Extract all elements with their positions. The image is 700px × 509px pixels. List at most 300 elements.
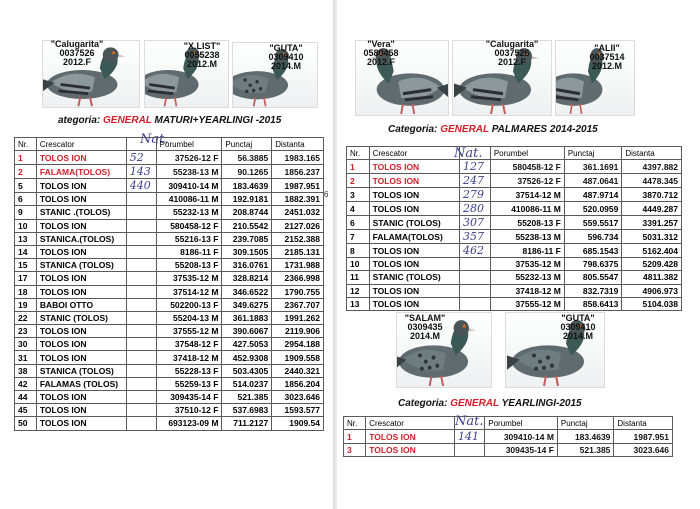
breeder-cell: TOLOS ION	[366, 444, 455, 457]
pigeon-year: 2012.M	[186, 59, 218, 69]
score-cell: 210.5542	[222, 219, 272, 232]
pigeon-ring: 0309410	[560, 322, 596, 332]
breeder-cell: TOLOS ION	[369, 284, 459, 297]
distance-cell: 1882.391	[272, 193, 324, 206]
score-cell: 349.6275	[222, 298, 272, 311]
pigeon-name: "X.LIST"	[183, 41, 221, 51]
column-header: Crescator	[36, 138, 126, 151]
ring-cell: 309410-14 M	[485, 430, 558, 444]
rank-cell: 45	[15, 404, 37, 417]
breeder-cell: FALAMAS (TOLOS)	[36, 377, 126, 390]
score-cell: 685.1543	[564, 244, 622, 258]
national-rank-cell: 127	[460, 160, 491, 174]
rank-cell: 1	[344, 430, 366, 444]
ring-cell: 55259-13 F	[156, 377, 222, 390]
distance-cell: 2954.188	[272, 338, 324, 351]
table-row	[344, 430, 673, 444]
rank-cell: 18	[15, 285, 37, 298]
national-rank-cell	[126, 391, 156, 404]
score-cell: 328.8214	[222, 272, 272, 285]
distance-cell: 2152.388	[272, 232, 324, 245]
rank-cell: 2	[15, 165, 37, 179]
breeder-cell: FALAMA(TOLOS)	[36, 165, 126, 179]
national-rank-cell	[126, 417, 156, 430]
national-rank-cell	[126, 259, 156, 272]
yearlingi-results-table	[343, 416, 673, 457]
national-rank-cell	[454, 444, 484, 457]
pigeon-ring: 0309410	[268, 52, 304, 62]
pigeon-card	[144, 40, 229, 108]
national-rank-cell: 52	[126, 151, 156, 165]
breeder-cell: TOLOS ION	[369, 188, 459, 202]
column-header: Porumbel	[156, 138, 222, 151]
national-rank-cell: 280	[460, 202, 491, 216]
national-rank-cell	[126, 404, 156, 417]
table-row	[15, 179, 324, 193]
ring-cell: 55232-13 M	[156, 206, 222, 219]
score-cell: 346.6522	[222, 285, 272, 298]
table-row	[344, 444, 673, 457]
ring-cell: 309435-14 F	[156, 391, 222, 404]
breeder-cell: TOLOS ION	[36, 151, 126, 165]
breeder-cell: TOLOS ION	[36, 338, 126, 351]
national-rank-cell	[460, 258, 491, 271]
pigeon-card	[232, 42, 318, 108]
table-row	[15, 391, 324, 404]
rank-cell: 3	[344, 444, 366, 457]
breeder-cell: TOLOS ION	[369, 297, 459, 310]
score-cell: 192.9181	[222, 193, 272, 206]
national-rank-cell: 247	[460, 174, 491, 188]
column-header: Crescator	[369, 147, 459, 160]
distance-cell: 1991.262	[272, 311, 324, 324]
table-row	[15, 404, 324, 417]
breeder-cell: TOLOS ION	[36, 179, 126, 193]
distance-cell: 3391.257	[622, 216, 682, 230]
score-cell: 805.5547	[564, 271, 622, 284]
rank-cell: 38	[15, 364, 37, 377]
score-cell: 559.5517	[564, 216, 622, 230]
breeder-cell: TOLOS ION	[36, 285, 126, 298]
rank-cell: 44	[15, 391, 37, 404]
breeder-cell: TOLOS ION	[36, 325, 126, 338]
breeder-cell: TOLOS ION	[36, 272, 126, 285]
breeder-cell: TOLOS ION	[36, 219, 126, 232]
score-cell: 596.734	[564, 230, 622, 244]
pigeon-ring: 0055238	[184, 50, 220, 60]
ring-cell: 37514-12 M	[490, 188, 564, 202]
pigeon-card	[555, 40, 635, 116]
ring-cell: 55216-13 F	[156, 232, 222, 245]
pigeon-card	[396, 312, 492, 388]
column-header: Nr.	[344, 417, 366, 430]
ring-cell: 309435-14 F	[485, 444, 558, 457]
column-header: Nr.	[15, 138, 37, 151]
breeder-cell: STANICA (TOLOS)	[36, 364, 126, 377]
distance-cell: 4478.345	[622, 174, 682, 188]
distance-cell: 2366.998	[272, 272, 324, 285]
left-nat-label: Nat.	[140, 132, 169, 147]
pigeon-name: "SALAM"	[404, 313, 446, 323]
rank-cell: 1	[347, 160, 370, 174]
distance-cell: 4449.287	[622, 202, 682, 216]
national-rank-cell: 141	[454, 430, 484, 444]
ring-cell: 410086-11 M	[490, 202, 564, 216]
national-rank-cell	[126, 377, 156, 390]
national-rank-cell	[126, 232, 156, 245]
rank-cell: 30	[15, 338, 37, 351]
breeder-cell: TOLOS ION	[369, 174, 459, 188]
column-header	[454, 417, 484, 430]
rank-cell: 10	[15, 219, 37, 232]
national-rank-cell: 440	[126, 179, 156, 193]
breeder-cell: TOLOS ION	[36, 404, 126, 417]
pigeon-ring: 0580458	[363, 48, 399, 58]
score-cell: 487.9714	[564, 188, 622, 202]
distance-cell: 1987.951	[614, 430, 673, 444]
national-rank-cell	[126, 206, 156, 219]
column-header: Distanta	[272, 138, 324, 151]
rank-cell: 7	[347, 230, 370, 244]
distance-cell: 3023.646	[272, 391, 324, 404]
breeder-cell: TOLOS ION	[36, 351, 126, 364]
rank-cell: 14	[15, 245, 37, 258]
breeder-cell: STANIC (TOLOS)	[369, 216, 459, 230]
score-cell: 452.9308	[222, 351, 272, 364]
ring-cell: 580458-12 F	[156, 219, 222, 232]
table-row	[15, 311, 324, 324]
ring-cell: 55238-13 M	[156, 165, 222, 179]
table-row	[15, 245, 324, 258]
right-nat-label-palmares: Nat.	[454, 146, 483, 161]
column-header: Distanta	[622, 147, 682, 160]
rank-cell: 17	[15, 272, 37, 285]
breeder-cell: TOLOS ION	[369, 244, 459, 258]
column-header: Nr.	[347, 147, 370, 160]
breeder-cell: TOLOS ION	[369, 160, 459, 174]
pigeon-ring: 0037526	[494, 48, 530, 58]
national-rank-cell	[126, 325, 156, 338]
pigeon-year: 2014.M	[562, 331, 594, 341]
table-row	[347, 160, 682, 174]
pigeon-card	[452, 40, 552, 116]
breeder-cell: STANICA.(TOLOS)	[36, 232, 126, 245]
score-cell: 361.1691	[564, 160, 622, 174]
breeder-cell: FALAMA(TOLOS)	[369, 230, 459, 244]
score-cell: 361.1883	[222, 311, 272, 324]
table-row	[15, 351, 324, 364]
column-header: Punctaj	[557, 417, 614, 430]
distance-cell: 1983.165	[272, 151, 324, 165]
breeder-cell: TOLOS ION	[36, 245, 126, 258]
rank-cell: 9	[15, 206, 37, 219]
score-cell: 309.1505	[222, 245, 272, 258]
ring-cell: 410086-11 M	[156, 193, 222, 206]
ring-cell: 37535-12 M	[156, 272, 222, 285]
ring-cell: 37526-12 F	[156, 151, 222, 165]
ring-cell: 37418-12 M	[490, 284, 564, 297]
breeder-cell: TOLOS ION	[369, 202, 459, 216]
rank-cell: 10	[347, 258, 370, 271]
national-rank-cell: 462	[460, 244, 491, 258]
table-row	[347, 230, 682, 244]
table-row	[347, 216, 682, 230]
rank-cell: 5	[15, 179, 37, 193]
pigeon-year: 2012.F	[497, 57, 527, 67]
table-header-row	[347, 147, 682, 160]
distance-cell: 2185.131	[272, 245, 324, 258]
pigeon-year: 2012.F	[62, 57, 92, 67]
ring-cell: 55208-13 F	[156, 259, 222, 272]
distance-cell: 1593.577	[272, 404, 324, 417]
distance-cell: 2451.032	[272, 206, 324, 219]
breeder-cell: STANIC .(TOLOS)	[36, 206, 126, 219]
ring-cell: 8186-11 F	[156, 245, 222, 258]
rank-cell: 8	[347, 244, 370, 258]
national-rank-cell	[126, 298, 156, 311]
pigeon-ring: 0037514	[589, 52, 625, 62]
rank-cell: 31	[15, 351, 37, 364]
distance-cell: 3870.712	[622, 188, 682, 202]
pigeon-ring: 0309435	[407, 322, 443, 332]
national-rank-cell	[126, 272, 156, 285]
national-rank-cell: 279	[460, 188, 491, 202]
table-row	[15, 364, 324, 377]
distance-cell: 5031.312	[622, 230, 682, 244]
pigeon-name: "Vera"	[367, 39, 395, 49]
ring-cell: 8186-11 F	[490, 244, 564, 258]
score-cell: 56.3885	[222, 151, 272, 165]
distance-cell: 1856.204	[272, 377, 324, 390]
ring-cell: 55232-13 M	[490, 271, 564, 284]
pigeon-name: "ALII"	[594, 43, 620, 53]
score-cell: 520.0959	[564, 202, 622, 216]
distance-cell: 4906.973	[622, 284, 682, 297]
distance-cell: 5209.428	[622, 258, 682, 271]
breeder-cell: TOLOS ION	[36, 417, 126, 430]
table-row	[15, 417, 324, 430]
table-row	[15, 285, 324, 298]
breeder-cell: TOLOS ION	[36, 391, 126, 404]
score-cell: 390.6067	[222, 325, 272, 338]
pigeon-name: "GUTA"	[561, 313, 595, 323]
score-cell: 514.0237	[222, 377, 272, 390]
breeder-cell: STANIC (TOLOS)	[36, 311, 126, 324]
rank-cell: 4	[347, 202, 370, 216]
breeder-cell: TOLOS ION	[369, 258, 459, 271]
rank-cell: 6	[15, 193, 37, 206]
national-rank-cell	[126, 285, 156, 298]
table-row	[15, 165, 324, 179]
table-row	[15, 272, 324, 285]
ring-cell: 37526-12 F	[490, 174, 564, 188]
score-cell: 858.6413	[564, 297, 622, 310]
rank-cell: 6	[347, 216, 370, 230]
breeder-cell: STANICA (TOLOS)	[36, 259, 126, 272]
national-rank-cell	[126, 311, 156, 324]
rank-cell: 42	[15, 377, 37, 390]
breeder-cell: BABOI OTTO	[36, 298, 126, 311]
distance-cell: 2127.026	[272, 219, 324, 232]
column-header: Porumbel	[490, 147, 564, 160]
rank-cell: 50	[15, 417, 37, 430]
distance-cell: 1790.755	[272, 285, 324, 298]
score-cell: 521.385	[222, 391, 272, 404]
table-row	[15, 338, 324, 351]
table-row	[15, 193, 324, 206]
column-header	[460, 147, 491, 160]
pigeon-name: "Calugarita"	[485, 39, 539, 49]
national-rank-cell	[460, 297, 491, 310]
table-row	[347, 202, 682, 216]
distance-cell: 5162.404	[622, 244, 682, 258]
column-header: Distanta	[614, 417, 673, 430]
national-rank-cell	[126, 338, 156, 351]
score-cell: 90.1265	[222, 165, 272, 179]
national-rank-cell	[126, 351, 156, 364]
national-rank-cell: 357	[460, 230, 491, 244]
breeder-cell: TOLOS ION	[366, 430, 455, 444]
score-cell: 239.7085	[222, 232, 272, 245]
distance-cell: 1856.237	[272, 165, 324, 179]
table-row	[347, 174, 682, 188]
breeder-cell: TOLOS ION	[36, 193, 126, 206]
table-row	[15, 151, 324, 165]
table-row	[347, 258, 682, 271]
pigeon-name: "GUTA"	[269, 43, 303, 53]
rank-cell: 13	[347, 297, 370, 310]
national-rank-cell	[126, 193, 156, 206]
ring-cell: 37548-12 F	[156, 338, 222, 351]
score-cell: 832.7319	[564, 284, 622, 297]
table-row	[15, 377, 324, 390]
distance-cell: 4811.382	[622, 271, 682, 284]
national-rank-cell: 143	[126, 165, 156, 179]
distance-cell: 2367.707	[272, 298, 324, 311]
ring-cell: 502200-13 F	[156, 298, 222, 311]
pigeon-card	[355, 40, 449, 116]
score-cell: 503.4305	[222, 364, 272, 377]
score-cell: 427.5053	[222, 338, 272, 351]
rank-cell: 19	[15, 298, 37, 311]
ring-cell: 37514-12 M	[156, 285, 222, 298]
rank-cell: 2	[347, 174, 370, 188]
table-row	[15, 298, 324, 311]
column-header: Crescator	[366, 417, 455, 430]
distance-cell: 1909.558	[272, 351, 324, 364]
left-results-table	[14, 137, 324, 431]
rank-cell: 23	[15, 325, 37, 338]
pigeon-ring: 0037526	[59, 48, 95, 58]
rank-cell: 12	[347, 284, 370, 297]
pigeon-card	[505, 312, 605, 388]
table-row	[15, 206, 324, 219]
pigeon-year: 2014.M	[270, 61, 302, 71]
rank-cell: 1	[15, 151, 37, 165]
score-cell: 316.0761	[222, 259, 272, 272]
distance-cell: 1909.54	[272, 417, 324, 430]
distance-cell: 2119.906	[272, 325, 324, 338]
ring-cell: 580458-12 F	[490, 160, 564, 174]
national-rank-cell	[460, 271, 491, 284]
score-cell: 521.385	[557, 444, 614, 457]
ring-cell: 37510-12 F	[156, 404, 222, 417]
ring-cell: 37555-12 M	[156, 325, 222, 338]
distance-cell: 2440.321	[272, 364, 324, 377]
ring-cell: 37555-12 M	[490, 297, 564, 310]
ring-cell: 55208-13 F	[490, 216, 564, 230]
column-header	[126, 138, 156, 151]
table-row	[347, 244, 682, 258]
pigeon-year: 2012.F	[366, 57, 396, 67]
column-header: Punctaj	[564, 147, 622, 160]
national-rank-cell	[126, 364, 156, 377]
ring-cell: 693123-09 M	[156, 417, 222, 430]
right-section-title-yearlingi: Categoria: GENERAL YEARLINGI-2015	[398, 398, 582, 409]
distance-cell: 5104.038	[622, 297, 682, 310]
national-rank-cell	[126, 245, 156, 258]
score-cell: 208.8744	[222, 206, 272, 219]
table-row	[347, 297, 682, 310]
distance-cell: 1731.988	[272, 259, 324, 272]
table-header-row	[15, 138, 324, 151]
score-cell: 487.0641	[564, 174, 622, 188]
column-header: Punctaj	[222, 138, 272, 151]
table-row	[347, 284, 682, 297]
table-row	[15, 259, 324, 272]
ring-cell: 37418-12 M	[156, 351, 222, 364]
ring-cell: 55238-13 M	[490, 230, 564, 244]
score-cell: 183.4639	[222, 179, 272, 193]
pigeon-year: 2012.M	[591, 61, 623, 71]
score-cell: 537.6983	[222, 404, 272, 417]
score-cell: 711.2127	[222, 417, 272, 430]
national-rank-cell	[126, 219, 156, 232]
rank-cell: 22	[15, 311, 37, 324]
distance-cell: 3023.646	[614, 444, 673, 457]
table-row	[15, 232, 324, 245]
ring-cell: 309410-14 M	[156, 179, 222, 193]
pigeon-year: 2014.M	[409, 331, 441, 341]
page-number: 6	[324, 190, 329, 199]
distance-cell: 1987.951	[272, 179, 324, 193]
table-header-row	[344, 417, 673, 430]
national-rank-cell: 307	[460, 216, 491, 230]
score-cell: 798.6375	[564, 258, 622, 271]
rank-cell: 3	[347, 188, 370, 202]
table-row	[15, 325, 324, 338]
right-section-title-palmares: Categoria: GENERAL PALMARES 2014-2015	[388, 124, 598, 135]
rank-cell: 15	[15, 259, 37, 272]
pigeon-name: "Calugarita"	[50, 39, 104, 49]
national-rank-cell	[460, 284, 491, 297]
breeder-cell: STANIC (TOLOS)	[369, 271, 459, 284]
ring-cell: 55204-13 M	[156, 311, 222, 324]
left-section-title: ategoria: GENERAL MATURI+YEARLINGI -2015	[58, 115, 282, 126]
ring-cell: 37535-12 M	[490, 258, 564, 271]
rank-cell: 13	[15, 232, 37, 245]
table-row	[347, 188, 682, 202]
column-header: Porumbel	[485, 417, 558, 430]
palmares-results-table	[346, 146, 682, 311]
ring-cell: 55228-13 F	[156, 364, 222, 377]
score-cell: 183.4639	[557, 430, 614, 444]
pigeon-card	[42, 40, 140, 108]
right-nat-label-yearlingi: Nat.	[455, 414, 484, 429]
distance-cell: 4397.882	[622, 160, 682, 174]
rank-cell: 11	[347, 271, 370, 284]
table-row	[347, 271, 682, 284]
